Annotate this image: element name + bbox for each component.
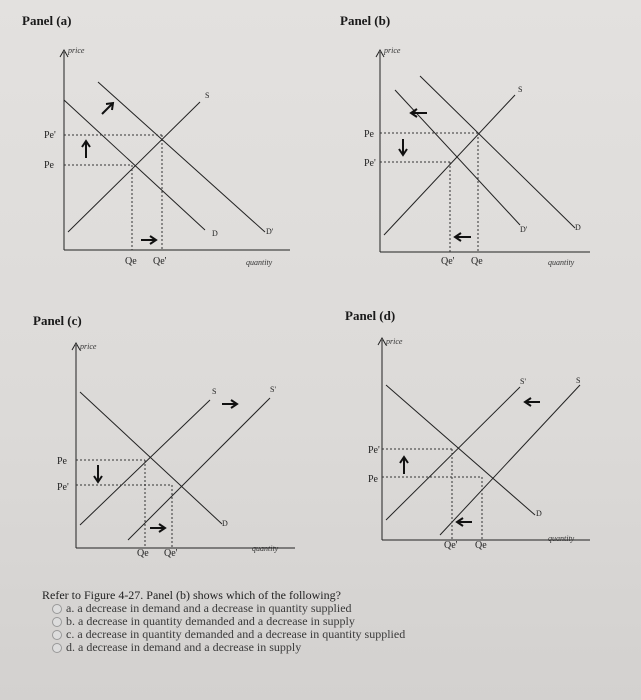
panel-d-title: Panel (d)	[345, 308, 396, 323]
tick-qe-prime: Qe'	[164, 548, 178, 559]
y-axis-label: price	[384, 46, 401, 55]
radio-button[interactable]	[52, 643, 62, 653]
tick-pe: Pe	[364, 129, 374, 140]
tick-pe: Pe	[44, 160, 54, 171]
option-letter: d.	[66, 640, 75, 654]
tick-qe-prime: Qe'	[444, 540, 458, 551]
label-d-prime: D'	[520, 225, 528, 234]
tick-qe: Qe	[471, 256, 483, 267]
label-s: S	[576, 376, 581, 385]
tick-pe-prime: Pe'	[44, 130, 56, 141]
option-d[interactable]	[52, 641, 600, 654]
supply-shifted-curve	[386, 387, 520, 520]
demand-curve	[386, 385, 535, 515]
tick-qe: Qe	[137, 548, 149, 559]
radio-button[interactable]	[52, 630, 62, 640]
tick-qe: Qe	[125, 256, 137, 267]
tick-qe: Qe	[475, 540, 487, 551]
option-letter: c.	[66, 627, 75, 641]
option-letter: b.	[66, 614, 75, 628]
y-axis-label: price	[68, 46, 85, 55]
x-axis-label: quantity	[246, 258, 273, 267]
tick-qe-prime: Qe'	[441, 256, 455, 267]
question-block	[40, 589, 600, 654]
x-axis-label: quantity	[252, 544, 279, 553]
label-s-prime: S'	[270, 385, 276, 394]
option-text: a decrease in demand and a decrease in quantity supplied	[77, 601, 352, 615]
x-axis-label: quantity	[548, 534, 575, 543]
y-axis-label: price	[386, 337, 403, 346]
option-text: a decrease in quantity demanded and a decrease in quantity supplied	[77, 627, 406, 641]
radio-button[interactable]	[52, 604, 62, 614]
option-text: a decrease in quantity demanded and a decrease in supply	[78, 614, 355, 628]
panel-a-title: Panel (a)	[22, 13, 72, 28]
tick-pe-prime: Pe'	[364, 158, 376, 169]
option-letter: a.	[66, 601, 75, 615]
radio-button[interactable]	[52, 617, 62, 627]
tick-qe-prime: Qe'	[153, 256, 167, 267]
panel-c-title: Panel (c)	[33, 313, 82, 328]
tick-pe-prime: Pe'	[368, 445, 380, 456]
panel-b-title: Panel (b)	[340, 13, 391, 28]
label-s: S	[212, 387, 217, 396]
label-d: D	[536, 509, 542, 518]
label-s: S	[518, 85, 523, 94]
tick-pe: Pe	[368, 474, 378, 485]
label-d: D	[222, 519, 228, 528]
label-d-prime: D'	[266, 227, 274, 236]
tick-pe-prime: Pe'	[57, 482, 69, 493]
y-axis-label: price	[80, 342, 97, 351]
label-s-prime: S'	[520, 377, 526, 386]
tick-pe: Pe	[57, 456, 67, 467]
label-s: S	[205, 91, 210, 100]
supply-curve	[440, 385, 580, 535]
question-stem: Refer to Figure 4-27. Panel (b) shows which of the following?	[42, 588, 341, 602]
label-d: D	[575, 223, 581, 232]
x-axis-label: quantity	[548, 258, 575, 267]
label-d: D	[212, 229, 218, 238]
option-text: a decrease in demand and a decrease in supply	[78, 640, 302, 654]
